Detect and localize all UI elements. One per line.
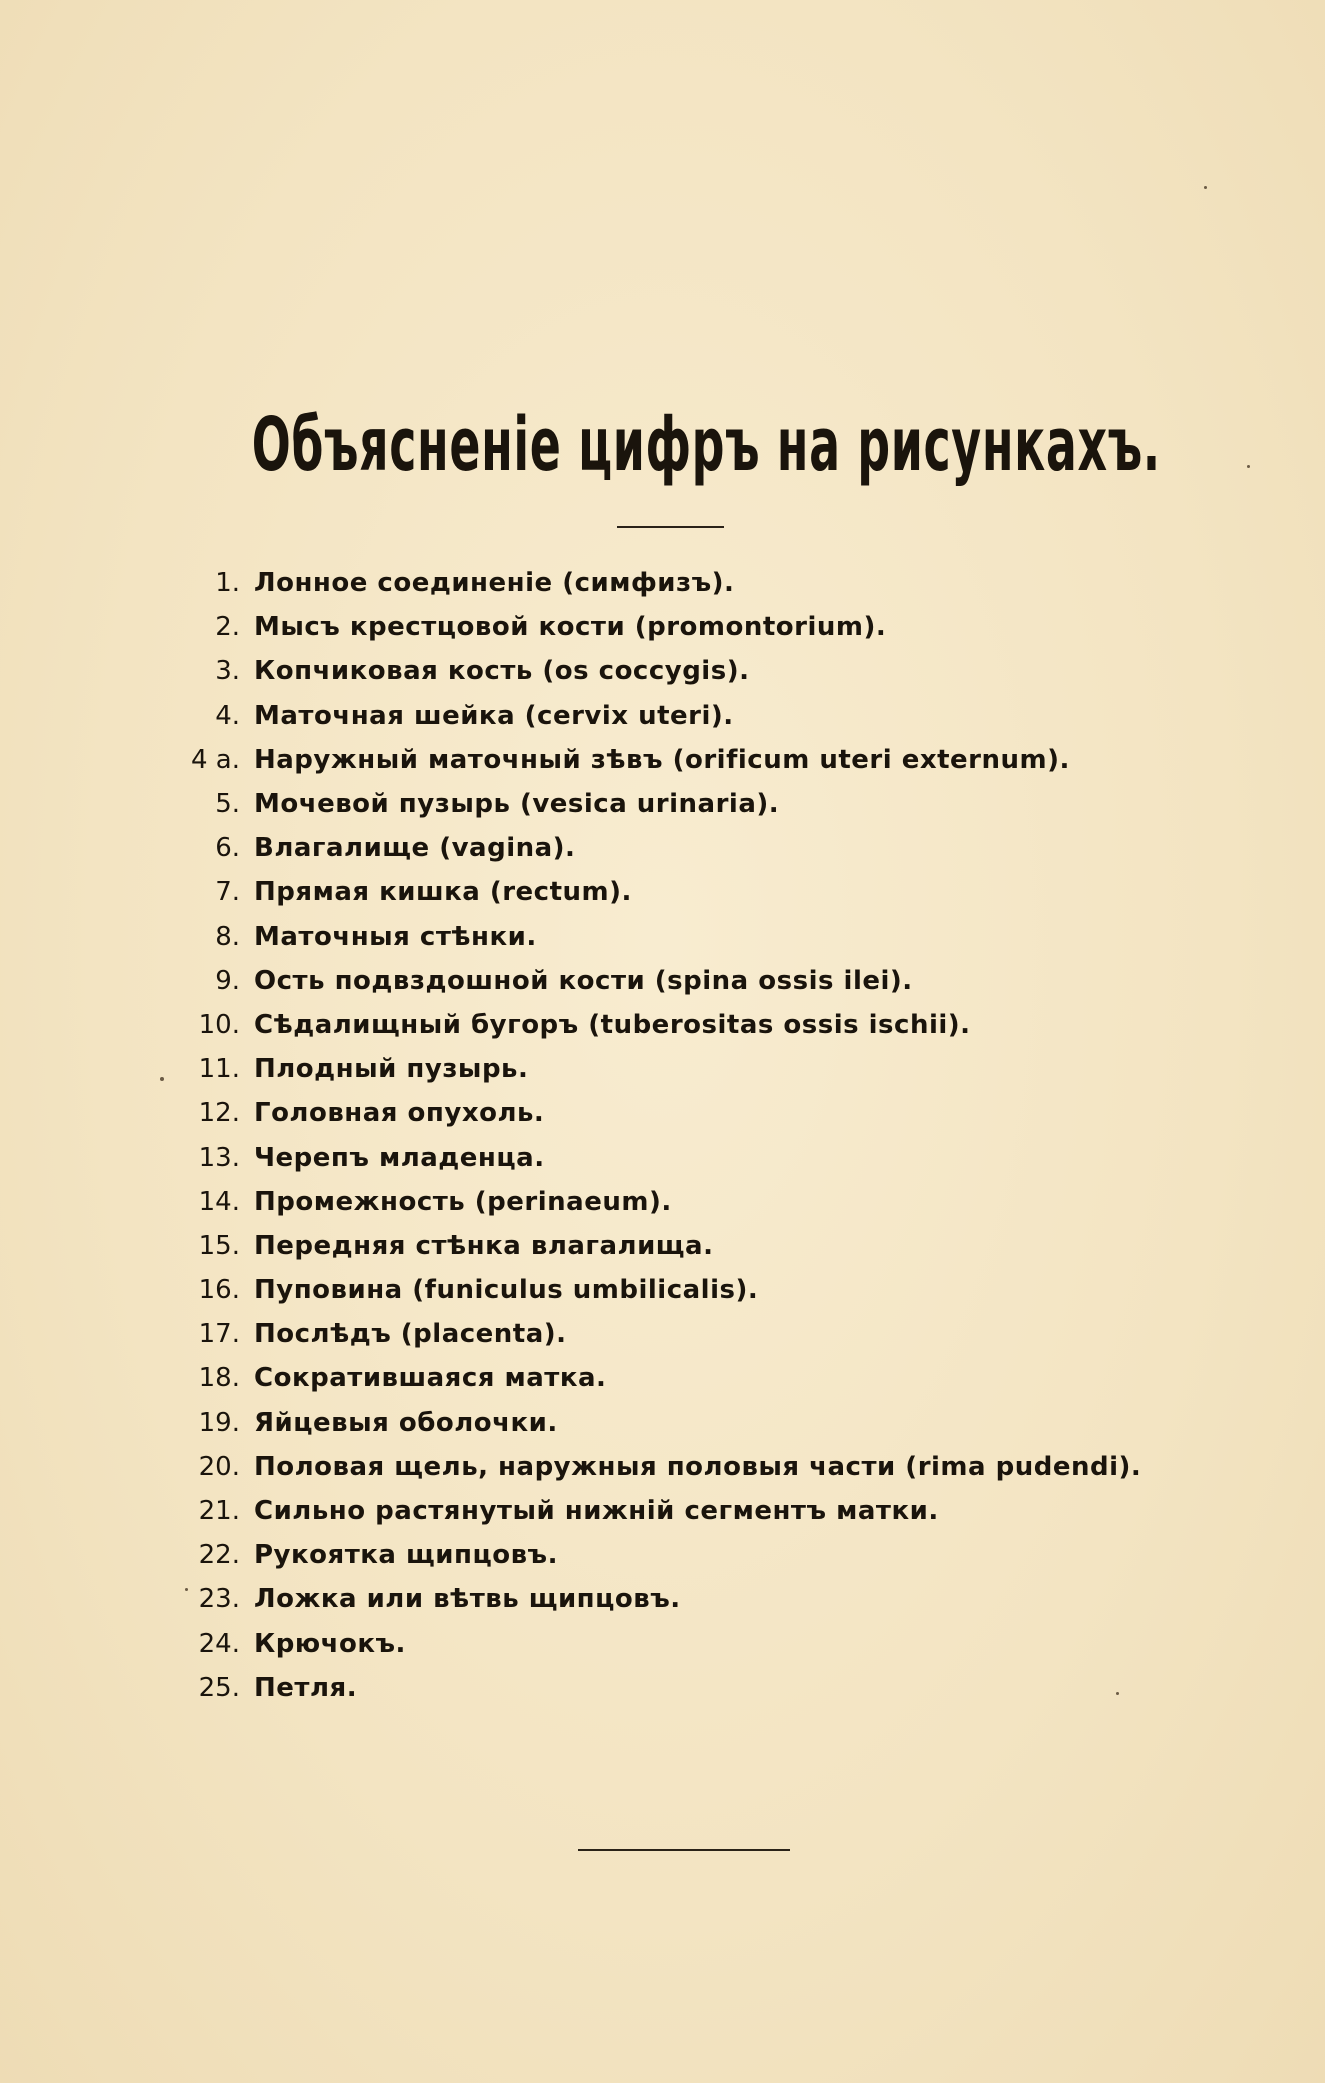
legend-item-text: Плодный пузырь. [254, 1054, 529, 1085]
paper-speck [1116, 1692, 1119, 1695]
legend-item-number: 24. [198, 1628, 240, 1659]
legend-item-text: Мысъ крестцовой кости (promontorium). [254, 612, 887, 643]
legend-item-number: 22. [198, 1540, 240, 1571]
legend-item-text: Сильно растянутый нижній сегментъ матки. [254, 1496, 939, 1527]
legend-item-text: Пуповина (funiculus umbilicalis). [254, 1275, 759, 1306]
legend-item-text: Передняя стѣнка влагалища. [254, 1230, 714, 1261]
legend-item-number: 14. [198, 1186, 240, 1217]
bottom-divider [578, 1849, 790, 1851]
legend-item [160, 1666, 1280, 1710]
page-title: Объясненіе цифръ на рисункахъ. [251, 402, 1161, 488]
legend-item-text: Рукоятка щипцовъ. [254, 1540, 558, 1571]
legend-item-number: 6. [215, 833, 240, 864]
legend-item-text: Лонное соединеніе (симфизъ). [254, 568, 735, 599]
paper-speck [1247, 465, 1250, 468]
legend-item-number: 10. [198, 1009, 240, 1040]
legend-item [160, 1445, 1280, 1489]
legend-item-number: 15. [198, 1230, 240, 1261]
paper-speck [160, 1077, 164, 1081]
legend-item [160, 1135, 1280, 1179]
legend-item [160, 870, 1280, 914]
legend-item-text: Промежность (perinaeum). [254, 1186, 672, 1217]
legend-item-number: 3. [215, 656, 240, 687]
legend-item [160, 605, 1280, 649]
legend-item-number: 12. [198, 1098, 240, 1129]
legend-item-text: Мочевой пузырь (vesica urinaria). [254, 789, 780, 820]
legend-item-text: Сѣдалищный бугоръ (tuberositas ossis ischii). [254, 1009, 971, 1040]
legend-item-text: Крючокъ. [254, 1628, 406, 1659]
legend-item-text: Копчиковая кость (os coccygis). [254, 656, 750, 687]
legend-item [160, 1091, 1280, 1135]
legend-item-number: 9. [215, 965, 240, 996]
legend-item-text: Половая щель, наружныя половыя части (rima pudendi). [254, 1451, 1142, 1482]
legend-item [160, 915, 1280, 959]
legend-item-text: Маточныя стѣнки. [254, 921, 537, 952]
legend-item-number: 20. [198, 1451, 240, 1482]
paper-speck [185, 1588, 188, 1591]
legend-item-number: 1. [215, 568, 240, 599]
legend-item [160, 959, 1280, 1003]
legend-item-text: Наружный маточный зѣвъ (orificum uteri externum). [254, 744, 1070, 775]
legend-item-number: 4 a. [190, 744, 240, 775]
legend-item [160, 1356, 1280, 1400]
legend-item [160, 782, 1280, 826]
title-divider [617, 526, 724, 528]
legend-item-text: Послѣдъ (placenta). [254, 1319, 567, 1350]
legend-item [160, 1622, 1280, 1666]
legend-item-number: 5. [215, 789, 240, 820]
legend-item [160, 1047, 1280, 1091]
legend-item [160, 826, 1280, 870]
legend-item-text: Черепъ младенца. [254, 1142, 545, 1173]
legend-item-number: 23. [198, 1584, 240, 1615]
legend-item [160, 561, 1280, 605]
legend-item-number: 21. [198, 1496, 240, 1527]
legend-item-text: Петля. [254, 1672, 358, 1703]
legend-item-number: 4. [215, 700, 240, 731]
legend-item-text: Ложка или вѣтвь щипцовъ. [254, 1584, 681, 1615]
legend-item-text: Ость подвздошной кости (spina ossis ilei). [254, 965, 913, 996]
legend-item [160, 694, 1280, 738]
legend-item [160, 1577, 1280, 1621]
legend-item [160, 1180, 1280, 1224]
legend-item-number: 19. [198, 1407, 240, 1438]
legend-item-number: 25. [198, 1672, 240, 1703]
legend-item-number: 17. [198, 1319, 240, 1350]
legend-item-number: 11. [198, 1054, 240, 1085]
legend-item [160, 1003, 1280, 1047]
paper-speck [1204, 186, 1207, 189]
legend-item [160, 1533, 1280, 1577]
legend-item-text: Сократившаяся матка. [254, 1363, 607, 1394]
legend-item-number: 2. [215, 612, 240, 643]
legend-item-text: Головная опухоль. [254, 1098, 545, 1129]
legend-item [160, 1401, 1280, 1445]
legend-item [160, 649, 1280, 693]
legend-item-number: 7. [215, 877, 240, 908]
figure-legend-list [160, 561, 1280, 1710]
legend-item [160, 1224, 1280, 1268]
legend-item [160, 738, 1280, 782]
legend-item-number: 16. [198, 1275, 240, 1306]
legend-item-text: Маточная шейка (cervix uteri). [254, 700, 734, 731]
legend-item [160, 1312, 1280, 1356]
legend-item-number: 13. [198, 1142, 240, 1173]
legend-item-text: Влагалище (vagina). [254, 833, 576, 864]
legend-item-number: 18. [198, 1363, 240, 1394]
legend-item-text: Прямая кишка (rectum). [254, 877, 632, 908]
legend-item-text: Яйцевыя оболочки. [254, 1407, 558, 1438]
legend-item [160, 1268, 1280, 1312]
legend-item [160, 1489, 1280, 1533]
legend-item-number: 8. [215, 921, 240, 952]
